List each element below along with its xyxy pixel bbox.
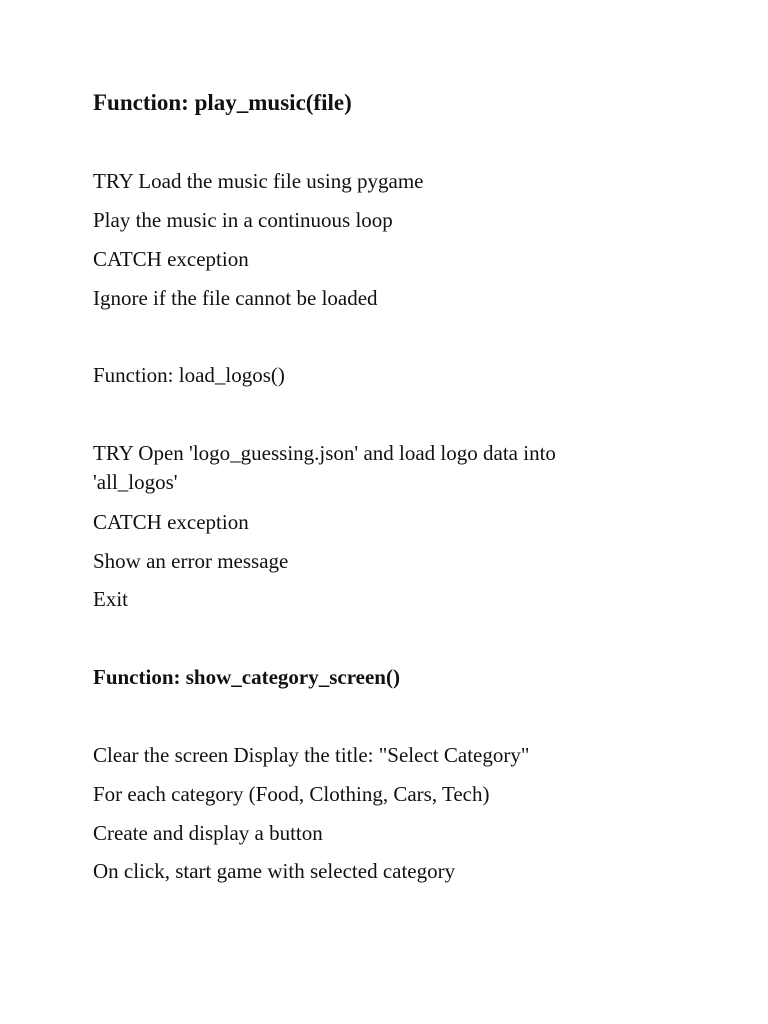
text-line: TRY Open 'logo_guessing.json' and load logo data into 'all_logos' — [93, 441, 556, 494]
text-line: Clear the screen Display the title: "Select Category" — [93, 743, 530, 767]
text-line: Play the music in a continuous loop — [93, 208, 393, 232]
text-line: Create and display a button — [93, 821, 323, 845]
text-line: Exit — [93, 587, 128, 611]
text-line: CATCH exception — [93, 510, 249, 534]
heading-play-music: Function: play_music(file) — [93, 90, 352, 115]
text-line: CATCH exception — [93, 247, 249, 271]
text-line: Show an error message — [93, 549, 289, 573]
heading-load-logos: Function: load_logos() — [93, 363, 285, 387]
text-line: For each category (Food, Clothing, Cars, Tech) — [93, 782, 490, 806]
text-line: Ignore if the file cannot be loaded — [93, 286, 378, 310]
text-line: On click, start game with selected category — [93, 859, 456, 883]
heading-show-category-screen: Function: show_category_screen() — [93, 665, 400, 689]
text-line: TRY Load the music file using pygame — [93, 169, 424, 193]
